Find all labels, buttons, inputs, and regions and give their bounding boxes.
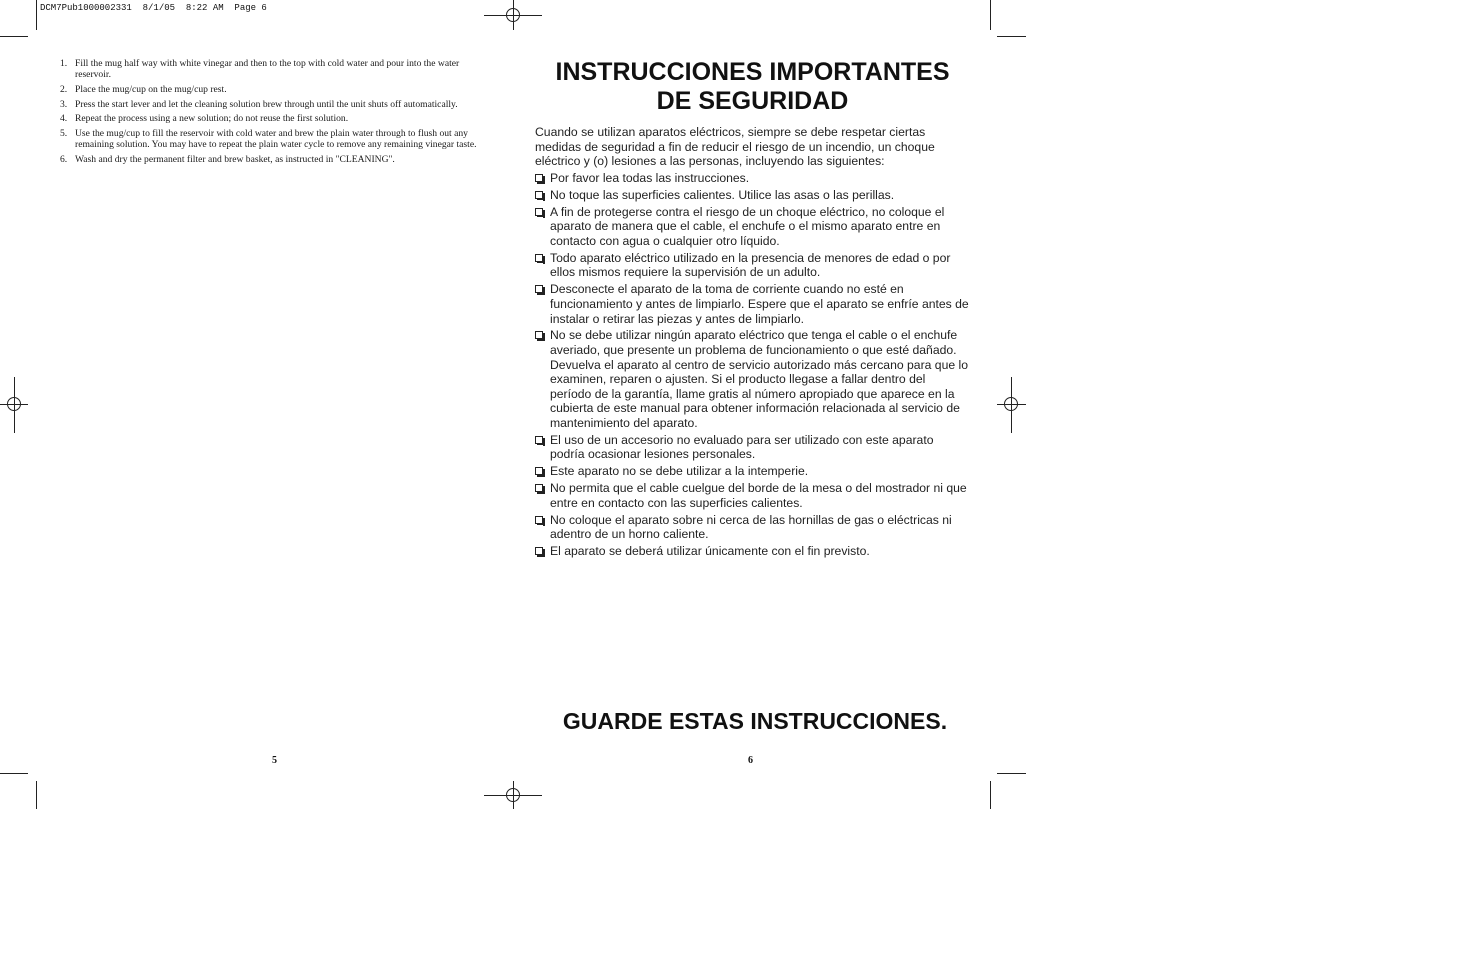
save-instructions-heading: GUARDE ESTAS INSTRUCCIONES. [562, 708, 948, 734]
list-item [535, 171, 970, 186]
step-text: Use the mug/cup to fill the reservoir with cold water and brew the plain water through to flush out any remaining solution. You may have to repeat the plain water cycle to remove any remaining vinegar taste. [75, 128, 477, 151]
checkbox-bullet-icon [535, 331, 543, 339]
page-number-right: 6 [748, 755, 753, 766]
checkbox-bullet-icon [535, 174, 543, 182]
list-item [535, 481, 970, 510]
bullet-text: No coloque el aparato sobre ni cerca de las hornillas de gas o eléctricas ni adentro de un horno caliente. [550, 512, 952, 542]
step-number: 1. [60, 58, 68, 69]
bullet-text: Este aparato no se debe utilizar a la intemperie. [550, 464, 809, 479]
list-item [535, 464, 970, 479]
title-line: DE SEGURIDAD [656, 87, 849, 115]
crop-mark [990, 781, 991, 809]
step-text: Repeat the process using a new solution; do not reuse the first solution. [75, 113, 349, 125]
checkbox-bullet-icon [535, 516, 543, 524]
list-item [535, 328, 970, 430]
list-item [535, 544, 970, 559]
bullet-text: El aparato se deberá utilizar únicamente con el fin previsto. [550, 544, 870, 559]
list-item [535, 188, 970, 203]
crop-mark [0, 773, 28, 774]
list-item [58, 128, 488, 150]
list-item [535, 205, 970, 249]
title-line: INSTRUCCIONES IMPORTANTES [555, 58, 950, 86]
checkbox-bullet-icon [535, 547, 543, 555]
list-item [58, 58, 488, 80]
step-number: 6. [60, 153, 68, 165]
bullet-text: No permita que el cable cuelgue del borde de la mesa o del mostrador ni que entre en contacto con las superficies calientes. [550, 481, 967, 510]
crop-mark [36, 0, 37, 30]
printer-slug: DCM7Pub1000002331 8/1/05 8:22 AM Page 6 [40, 3, 267, 13]
list-item [58, 99, 488, 110]
step-number: 4. [60, 113, 68, 125]
bullet-text: No se debe utilizar ningún aparato eléctrico que tenga el cable o el enchufe averiado, que presente un problema de funcionamiento o que esté dañado. Devuelva el aparato al centro de servicio autorizado más cercano para que lo examinen, reparen o ajusten. Si el producto llegase a fallar dentro del período de la garantía, llame gratis al número apropiado que aparece en la cubierta de este manual para obtener información relacionada al servicio de mantenimiento del aparato. [550, 328, 968, 430]
checkbox-bullet-icon [535, 436, 543, 444]
list-item [535, 282, 970, 326]
safety-bullets-list [535, 171, 970, 561]
bullet-text: Todo aparato eléctrico utilizado en la presencia de menores de edad o por ellos mismos requiere la supervisión de un adulto. [550, 250, 951, 280]
registration-mark [506, 788, 520, 802]
list-item [58, 113, 488, 124]
page-title [535, 58, 970, 116]
cleaning-steps-list [58, 58, 488, 169]
registration-mark [1004, 397, 1018, 411]
registration-mark [506, 8, 520, 22]
list-item [535, 433, 970, 462]
intro-paragraph: Cuando se utilizan aparatos eléctricos, siempre se debe respetar ciertas medidas de seguridad a fin de reducir el riesgo de un incendio, un choque eléctrico y (o) lesiones a las personas, incluyendo las siguientes: [535, 125, 935, 169]
bullet-text: A fin de protegerse contra el riesgo de un choque eléctrico, no coloque el aparato de manera que el cable, el enchufe o el mismo aparato entre en contacto con agua o cualquier otro líquido. [550, 204, 945, 248]
bullet-text: Desconecte el aparato de la toma de corriente cuando no esté en funcionamiento y antes de limpiarlo. Espere que el aparato se enfríe antes de instalar o retirar las piezas y antes de limpiarlo. [550, 282, 969, 326]
list-item [58, 84, 488, 95]
crop-mark [36, 781, 37, 809]
list-item [535, 513, 970, 542]
step-number: 2. [60, 83, 68, 95]
step-text: Press the start lever and let the cleaning solution brew through until the unit shuts off automatically. [75, 98, 458, 110]
step-text: Place the mug/cup on the mug/cup rest. [75, 83, 227, 95]
crop-mark [997, 773, 1026, 774]
crop-mark [990, 0, 991, 30]
checkbox-bullet-icon [535, 484, 543, 492]
crop-mark [997, 36, 1026, 37]
page-number-left: 5 [272, 755, 277, 766]
checkbox-bullet-icon [535, 285, 543, 293]
list-item [535, 251, 970, 280]
crop-mark [0, 36, 28, 37]
checkbox-bullet-icon [535, 208, 543, 216]
step-text: Wash and dry the permanent filter and brew basket, as instructed in "CLEANING". [75, 153, 395, 165]
checkbox-bullet-icon [535, 254, 543, 262]
bullet-text: El uso de un accesorio no evaluado para ser utilizado con este aparato podría ocasionar lesiones personales. [550, 432, 934, 462]
bullet-text: Por favor lea todas las instrucciones. [550, 171, 750, 185]
checkbox-bullet-icon [535, 191, 543, 199]
step-number: 5. [60, 128, 68, 140]
list-item [58, 154, 488, 165]
step-text: Fill the mug half way with white vinegar and then to the top with cold water and pour into the water reservoir. [75, 58, 460, 81]
step-number: 3. [60, 98, 68, 110]
registration-mark [7, 397, 21, 411]
bullet-text: No toque las superficies calientes. Utilice las asas o las perillas. [550, 187, 895, 202]
checkbox-bullet-icon [535, 467, 543, 475]
